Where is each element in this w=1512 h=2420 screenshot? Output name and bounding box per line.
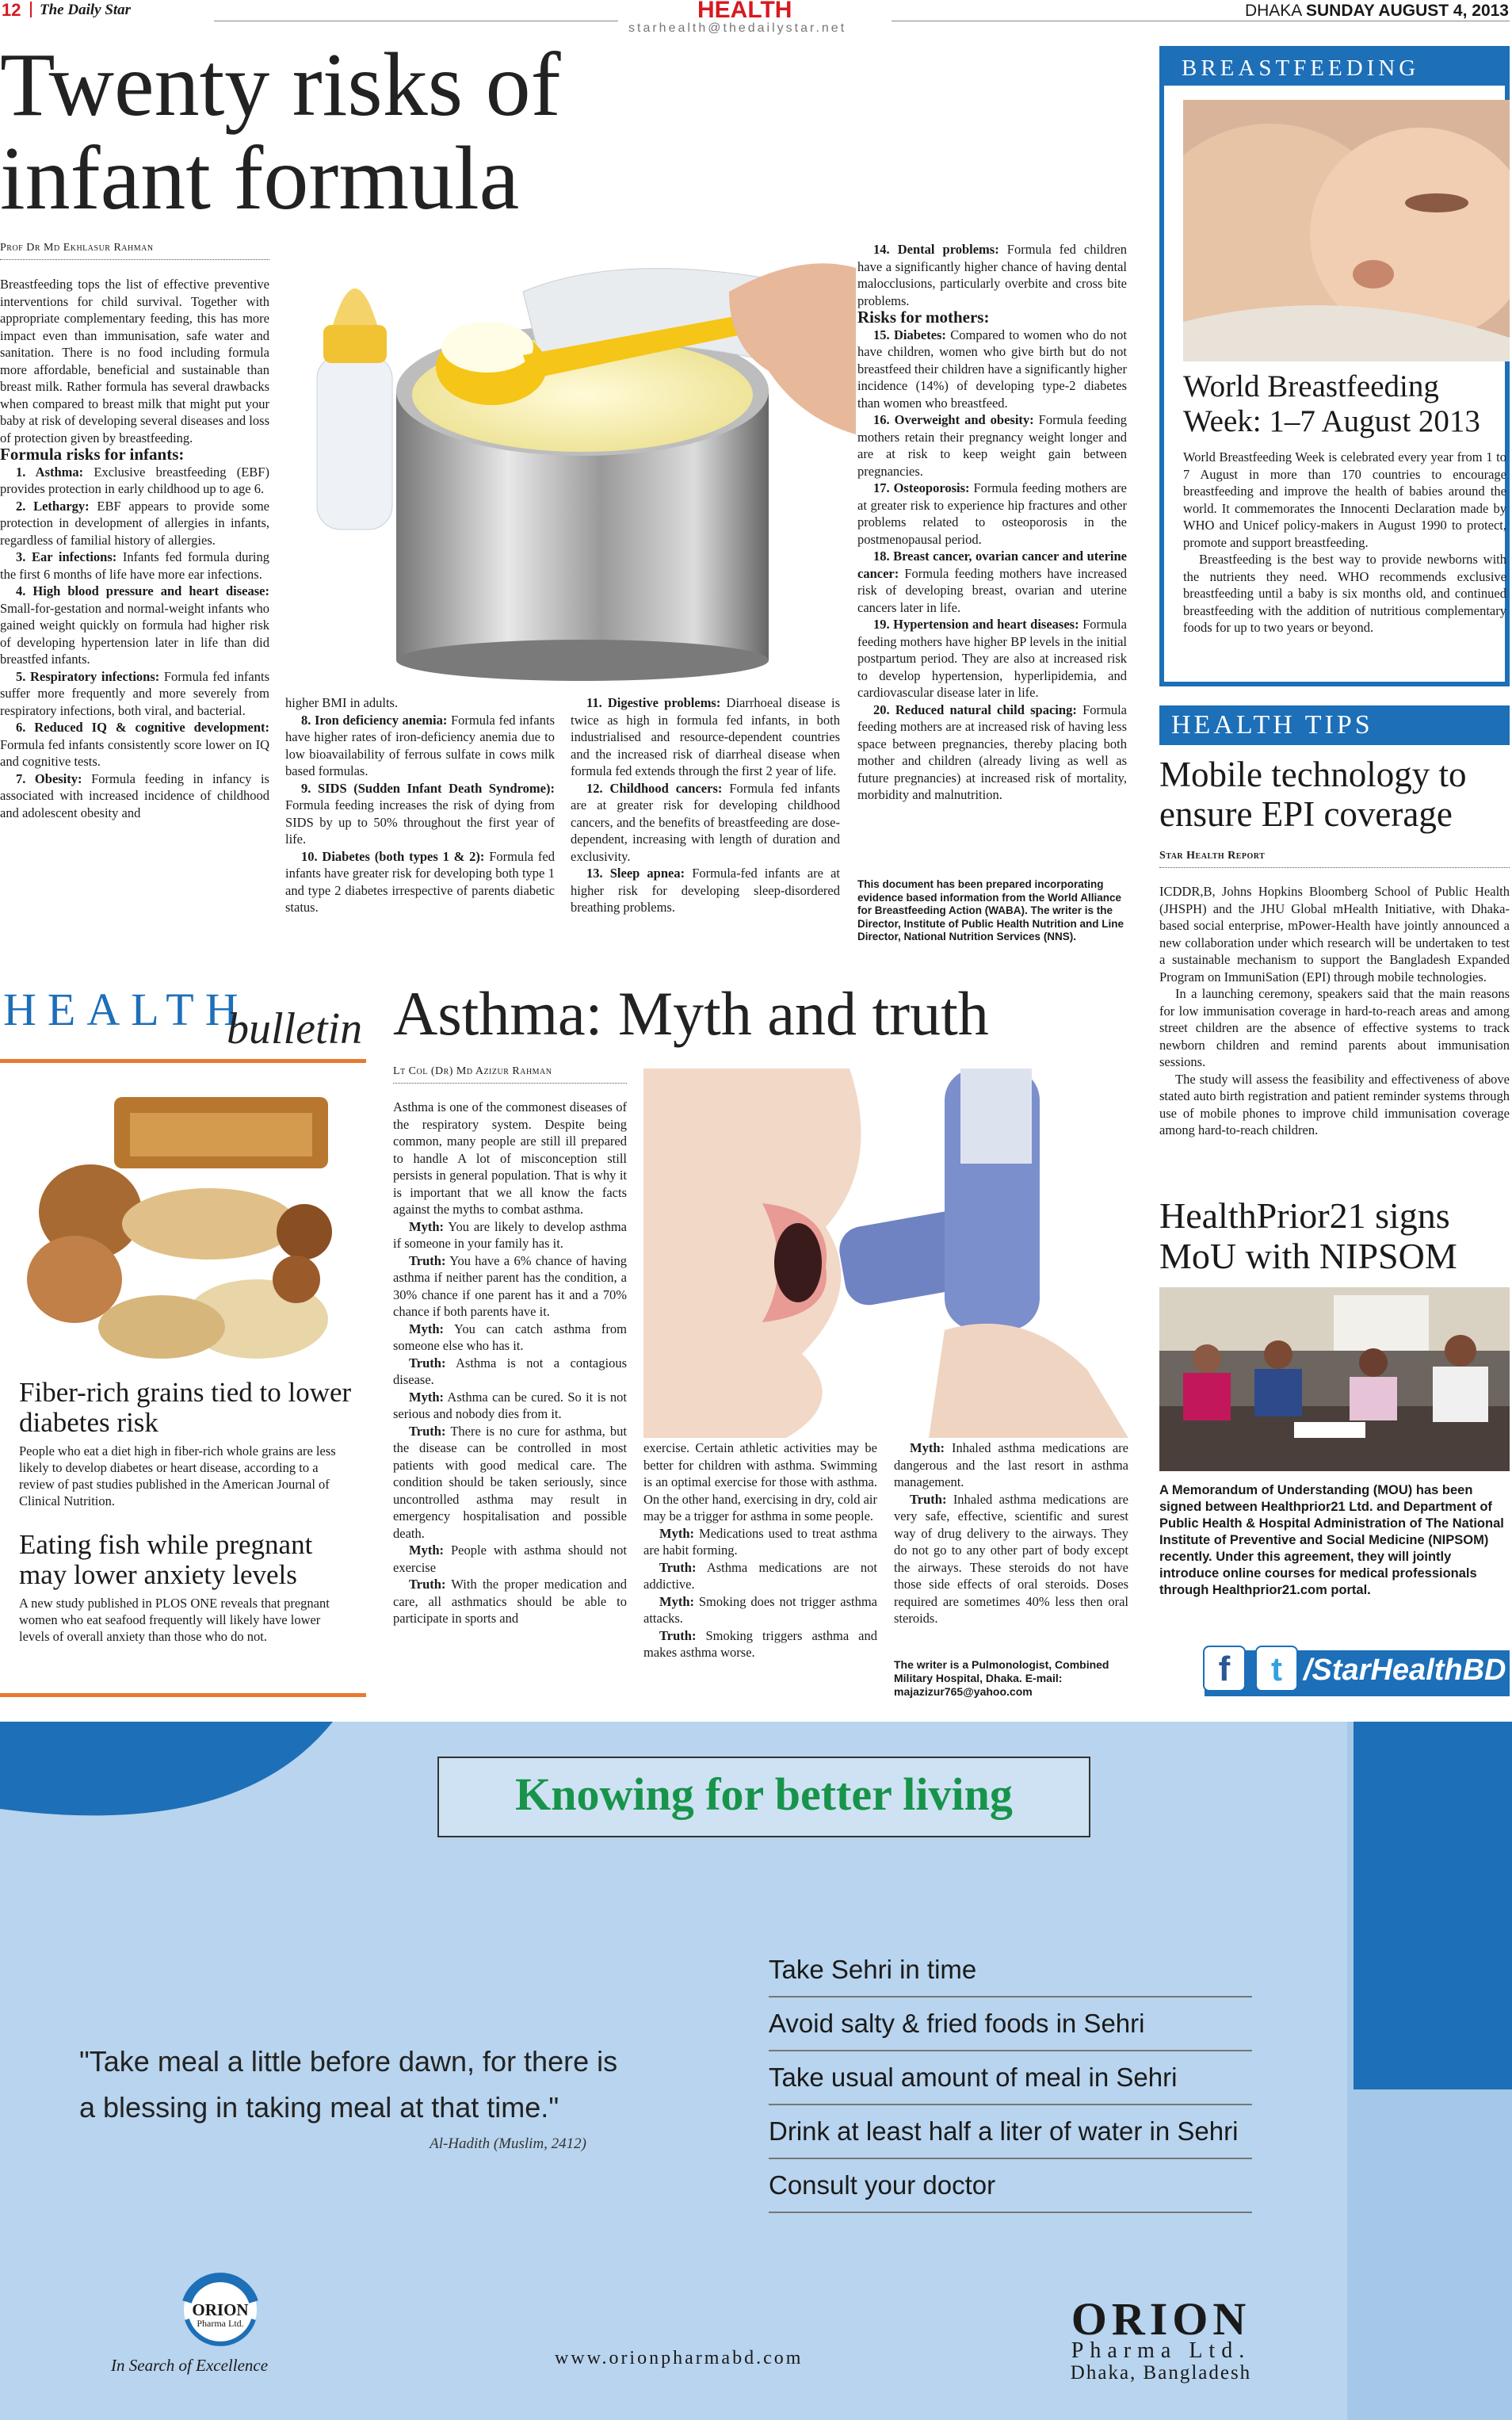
- paragraph: 7. Obesity: Formula feeding in infancy is associated with increased incidence of childhood and adolescent obesity and: [0, 770, 269, 820]
- orion-logo-word: ORION: [192, 2300, 249, 2319]
- orion-logo: [181, 2270, 260, 2349]
- paragraph: 9. SIDS (Sudden Infant Death Syndrome): Formula feeding increases the risk of dying from SIDS by up to 50% throughout the first year of life.: [285, 780, 555, 847]
- bulletin-rule: [0, 1059, 366, 1063]
- paragraph: Myth: Inhaled asthma medications are dangerous and the last resort in asthma management.: [894, 1440, 1128, 1489]
- paragraph: 18. Breast cancer, ovarian cancer and uterine cancer: Formula feeding mothers have increased risk of developing breast, ovarian and uterine cancers later in life.: [857, 549, 1127, 615]
- paragraph: 10. Diabetes (both types 1 & 2): Formula fed infants have greater risk for developing both type 1 and type 2 diabetes irrespective of parents diabetic status.: [285, 848, 556, 915]
- meeting-photo: [1159, 1287, 1510, 1471]
- advert-headline: Knowing for better living: [515, 1768, 1013, 1820]
- lead-in: Truth:: [409, 1423, 446, 1439]
- orion-tagline: In Search of Excellence: [111, 2356, 269, 2375]
- bulletin-item-title: Fiber-rich grains tied to lower diabetes risk: [19, 1377, 352, 1438]
- breastfeeding-photo: [1183, 100, 1510, 361]
- inhaler-image: [643, 1069, 1128, 1438]
- paragraph: Myth: Asthma can be cured. So it is not serious and nobody dies from it.: [393, 1389, 627, 1421]
- lead-in: Myth:: [659, 1525, 694, 1541]
- lead-note: This document has been prepared incorporating evidence based information from the World Alliance for Breastfeeding Action (WABA). The writer is the Director, Institute of Public Health Nutrition and Line Director, National Nutrition Services (NNS).: [857, 878, 1124, 942]
- paragraph: exercise. Certain athletic activities may be better for children with asthma. Swimming is an optimal exercise for those with asthma. On the other hand, exercising in dry, cold air may be a trigger for asthma in some people.: [643, 1440, 877, 1523]
- lead-in: 4. High blood pressure and heart disease:: [16, 583, 269, 598]
- baby-photo: [1183, 100, 1510, 361]
- paragraph: Myth: People with asthma should not exercise: [393, 1543, 627, 1575]
- asthma-title: Asthma: Myth and truth: [393, 979, 989, 1048]
- lead-in: Myth:: [910, 1440, 945, 1455]
- paragraph: Breastfeeding tops the list of effective preventive interventions for child survival. Together with appropriate complementary feeding, this has more impact even than immunisation, safe water and sanitation. There is no food including formula more affordable, beneficial and sustainable than breast milk. Rather formula has several drawbacks when compared to breast milk that might put your baby at risk of developing several diseases and loss of protection given by breastfeeding.: [0, 277, 269, 445]
- paragraph: Asthma is one of the commonest diseases of the respiratory system. Despite being common, many people are still ill prepared to handle A lot of misconception still persists in general population. That is why it is important that we all know the facts against the myths to combat asthma.: [393, 1099, 627, 1217]
- paragraph: Truth: There is no cure for asthma, but the disease can be controlled in most patients with good medical care. The condition should be taken seriously, since uncontrolled asthma may result in emergency hospitalisation and possible death.: [393, 1423, 627, 1541]
- mou-photo: [1159, 1287, 1510, 1471]
- formula-image: [285, 236, 856, 682]
- paragraph: World Breastfeeding Week is celebrated every year from 1 to 7 August in more than 170 countries to encourage breastfeeding and improve the health of babies around the world. It commemorates the Innocenti Declaration made by WHO and Unicef policy-makers in August 1990 to protect, promote and support breastfeeding.: [1183, 449, 1506, 550]
- paragraph: Myth: You can catch asthma from someone else who has it.: [393, 1321, 627, 1353]
- advert-quote: "Take meal a little before dawn, for there is a blessing in taking meal at that time.": [79, 2045, 618, 2124]
- tips-body: [1159, 883, 1510, 1139]
- paragraph: higher BMI in adults.: [285, 695, 399, 710]
- paper-name: The Daily Star: [40, 2, 132, 18]
- advert-tips-list: [769, 1944, 1252, 2213]
- asthma-col-2: [643, 1439, 877, 1661]
- paragraph: Truth: Inhaled asthma medications are very safe, effective, scientific and surest way of drug delivery to the airways. They do not go to any other part of body except the airways. These steroids do not have those side effects of oral steroids. Doses required are sometimes 40% less then oral steroids.: [894, 1491, 1128, 1626]
- lead-in: 6. Reduced IQ & cognitive development:: [16, 720, 269, 735]
- lead-col-3: [571, 694, 840, 916]
- lead-in: 8. Iron deficiency anemia:: [301, 712, 448, 728]
- lead-in: Truth:: [409, 1577, 446, 1592]
- tips-kicker: HEALTH TIPS: [1171, 710, 1373, 740]
- paragraph: The study will assess the feasibility and effectiveness of above stated auto birth registration and patient reminder systems through use of mobile phones to improve child immunisation coverage among hard-to-reach children.: [1159, 1071, 1510, 1137]
- dateline: [1245, 2, 1509, 21]
- lead-in: Truth:: [409, 1355, 446, 1371]
- bulletin-word-health: HEALTH: [3, 984, 250, 1035]
- inhaler-illustration: [643, 1069, 1128, 1438]
- asthma-note: The writer is a Pulmonologist, Combined Military Hospital, Dhaka. E-mail: majazizur765@yahoo.com: [894, 1658, 1109, 1698]
- advert-tip: Take usual amount of meal in Sehri: [769, 2051, 1252, 2105]
- page-number: 12: [2, 0, 21, 20]
- lead-in: 10. Diabetes (both types 1 & 2):: [301, 848, 485, 864]
- advert-quote-source: Al-Hadith (Muslim, 2412): [430, 2135, 586, 2152]
- lead-col-4: [857, 241, 1127, 804]
- paragraph: Myth: You are likely to develop asthma if someone in your family has it.: [393, 1218, 627, 1251]
- lead-title: Twenty risks of infant formula: [0, 34, 561, 228]
- breastfeeding-box: [1159, 46, 1510, 686]
- bulletin-item-text: People who eat a diet high in fiber-rich whole grains are less likely to develop diabetes or heart disease, according to a review of past studies published in the American Journal of Clinical Nutrition.: [19, 1443, 336, 1508]
- paragraph: 12. Childhood cancers: Formula fed infants are at greater risk for developing childhood cancers, and the benefits of breastfeeding are dose-dependent, increasing with length of duration and exclusivity.: [571, 780, 840, 864]
- paragraph: 8. Iron deficiency anemia: Formula fed infants have higher rates of iron-deficiency anemia due to low bioavailability of ferrous sulfate in cows milk based formulas.: [285, 712, 555, 778]
- paragraph: 14. Dental problems: Formula fed children have a significantly higher chance of having dental malocclusions, particularly overbite and cross bite problems.: [857, 242, 1127, 308]
- formula-illustration: [285, 236, 856, 682]
- lead-in: 12. Childhood cancers:: [586, 780, 723, 796]
- paragraph: Breastfeeding is the best way to provide newborns with the nutrients they need. WHO recommends exclusive breastfeeding until a baby is six months old, and continued breastfeeding with the addition of nutritious complementary foods for up to two years or beyond.: [1183, 552, 1506, 635]
- advert-tip: Avoid salty & fried foods in Sehri: [769, 1998, 1252, 2051]
- section-name: HEALTH: [697, 0, 792, 23]
- bulletin-word-bulletin: bulletin: [227, 1004, 363, 1053]
- orion-brand-sub: Pharma Ltd.: [1071, 2338, 1251, 2363]
- lead-in: 14. Dental problems:: [873, 242, 999, 257]
- bulletin-photo: [19, 1081, 347, 1365]
- paragraph: 2. Lethargy: EBF appears to provide some protection in development of allergies in infants, regardless of familial history of allergies.: [0, 498, 269, 548]
- lead-in: 20. Reduced natural child spacing:: [873, 702, 1077, 717]
- paragraph: Truth: Asthma is not a contagious disease.: [393, 1355, 627, 1387]
- bulletin-item-title: Eating fish while pregnant may lower anxiety levels: [19, 1529, 313, 1590]
- paragraph: 11. Digestive problems: Diarrhoeal disease is twice as high in formula fed infants, in both industrialised and resource-dependent countries and the increased risk of diarrheal disease when formula fed extends through the first 2 year of life.: [571, 695, 840, 778]
- advert-tip: Consult your doctor: [769, 2159, 1252, 2213]
- twitter-icon[interactable]: t: [1255, 1646, 1298, 1692]
- paragraph: 20. Reduced natural child spacing: Formula feeding mothers are at increased risk of having less space between pregnancies, thereby placing both mother and children (already living as well as future pregnancies) at increased risk of mortality, morbidity and malnutrition.: [857, 702, 1127, 802]
- section-email[interactable]: starhealth@thedailystar.net: [628, 21, 847, 35]
- orion-advert: [0, 1722, 1512, 2420]
- paragraph: 17. Osteoporosis: Formula feeding mothers are at greater risk to experience hip fractures and other problems related to osteoporosis in the postmenopausal period.: [857, 480, 1127, 547]
- bulletin-item: [19, 1378, 352, 1509]
- paragraph: Truth: With the proper medication and care, all asthmatics should be able to participate in sports and: [393, 1577, 627, 1626]
- mou-title: HealthPrior21 signs MoU with NIPSOM: [1159, 1195, 1457, 1276]
- lead-in: Myth:: [409, 1543, 444, 1558]
- orion-logo-sub: Pharma Ltd.: [197, 2318, 244, 2329]
- mou-caption: A Memorandum of Understanding (MOU) has been signed between Healthprior21 Ltd. and Department of Public Health & Hospital Administration of The National Institute of Preventive and Social Medicine (NIPSOM) recently. Under this agreement, they will jointly introduce online courses for medical professionals through Healthprior21.com portal.: [1159, 1483, 1504, 1597]
- lead-col-1: [0, 276, 269, 821]
- lead-in: Truth:: [409, 1252, 446, 1268]
- paragraph: Myth: Medications used to treat asthma are habit forming.: [643, 1525, 877, 1558]
- bulletin-item-text: A new study published in PLOS ONE reveals that pregnant women who eat seafood frequently will likely have lower levels of overall anxiety than those who do not.: [19, 1596, 330, 1644]
- paragraph: Truth: You have a 6% chance of having asthma if neither parent has the condition, a 30% chance if one parent has it and a 70% chance if both parents have it.: [393, 1252, 627, 1319]
- lead-in: 16. Overweight and obesity:: [873, 412, 1034, 427]
- lead-in: Myth:: [409, 1321, 444, 1336]
- separator: [30, 2, 32, 17]
- paragraph: 15. Diabetes: Compared to women who do not have children, women who give birth but do not breastfeed their children have a significantly higher incidence (14%) of developing type-2 diabetes than women who breastfeed.: [857, 327, 1128, 411]
- paragraph: 5. Respiratory infections: Formula fed infants suffer more frequently and more severely from respiratory infections, both viral, and bacterial.: [0, 668, 269, 718]
- paragraph: 3. Ear infections: Infants fed formula during the first 6 months of life have more ear infections.: [0, 549, 270, 582]
- lead-in: 15. Diabetes:: [873, 327, 946, 342]
- lead-in: 17. Osteoporosis:: [873, 480, 970, 495]
- asthma-byline: Lt Col (Dr) Md Azizur Rahman: [393, 1065, 627, 1084]
- paragraph: 1. Asthma: Exclusive breastfeeding (EBF) provides protection in early childhood up to age 6.: [0, 464, 269, 496]
- tips-title: Mobile technology to ensure EPI coverage: [1159, 755, 1467, 834]
- lead-in: Myth:: [659, 1593, 694, 1609]
- subheading: Risks for mothers:: [857, 308, 990, 327]
- lead-in: Myth:: [409, 1389, 444, 1405]
- paragraph: 16. Overweight and obesity: Formula feeding mothers retain their pregnancy weight longer and are at risk to keep weight gain between pregnancies.: [857, 412, 1128, 479]
- facebook-icon[interactable]: f: [1203, 1646, 1246, 1692]
- orion-website[interactable]: www.orionpharmabd.com: [555, 2348, 804, 2368]
- tips-byline: Star Health Report: [1159, 850, 1510, 868]
- breastfeeding-kicker: BREASTFEEDING: [1182, 55, 1420, 81]
- lead-byline: Prof Dr Md Ekhlasur Rahman: [0, 242, 269, 260]
- masthead: [0, 0, 1512, 35]
- lead-in: Truth:: [659, 1627, 697, 1643]
- lead-in: 13. Sleep apnea:: [586, 866, 685, 881]
- lead-in: Myth:: [409, 1218, 444, 1234]
- paragraph: 6. Reduced IQ & cognitive development: Formula fed infants consistently score lower on IQ and cognitive tests.: [0, 720, 269, 769]
- lead-in: 7. Obesity:: [16, 770, 82, 786]
- bulletin-bottom-rule: [0, 1693, 366, 1697]
- advert-tip: Drink at least half a liter of water in Sehri: [769, 2105, 1252, 2159]
- lead-in: 19. Hypertension and heart diseases:: [873, 617, 1079, 632]
- lead-in: 11. Digestive problems:: [586, 695, 721, 710]
- lead-in: 9. SIDS (Sudden Infant Death Syndrome):: [301, 780, 555, 796]
- asthma-col-1: [393, 1099, 627, 1627]
- paragraph: 13. Sleep apnea: Formula-fed infants are at higher risk for developing sleep-disordered breathing problems.: [571, 866, 840, 915]
- bulletin-item: [19, 1530, 352, 1645]
- paragraph: Truth: Asthma medications are not addictive.: [643, 1559, 877, 1592]
- asthma-col-3: [894, 1439, 1128, 1627]
- paragraph: 19. Hypertension and heart diseases: Formula feeding mothers have higher BP levels in the initial postpartum period. They are also at increased risk to develop hypertension, hyperlipidemia, and cardiovascular disease later in life.: [857, 617, 1127, 700]
- advert-tip: Take Sehri in time: [769, 1944, 1252, 1998]
- lead-in: Truth:: [910, 1491, 947, 1507]
- paragraph: Myth: Smoking does not trigger asthma attacks.: [643, 1593, 877, 1626]
- grains-photo: [19, 1081, 347, 1365]
- paragraph: 4. High blood pressure and heart disease: Small-for-gestation and normal-weight infants who gained weight quickly on formula had higher risk of developing hypertension later in life than did breastfed infants.: [0, 583, 269, 667]
- breastfeeding-body: [1183, 449, 1506, 637]
- lead-in: 18. Breast cancer, ovarian cancer and uterine cancer:: [857, 549, 1127, 581]
- lead-in: 1. Asthma:: [16, 464, 84, 480]
- paragraph: ICDDR,B, Johns Hopkins Bloomberg School of Public Health (JHSPH) and the JHU Global mHealth Initiative, with Dhaka-based social enterprise, mPower-Health have jointly announced a new collaboration under which research will be undertaken to test a sustainable mechanism to support the Bangladesh Expanded Program on ImmuniSation (EPI) through mobile technologies.: [1159, 884, 1510, 984]
- lead-in: 3. Ear infections:: [16, 549, 117, 564]
- lead-in: Truth:: [659, 1559, 697, 1575]
- breastfeeding-title: World Breastfeeding Week: 1–7 August 2013: [1183, 369, 1480, 438]
- dateline-date: SUNDAY AUGUST 4, 2013: [1306, 2, 1509, 20]
- paragraph: In a launching ceremony, speakers said that the main reasons for low immunisation coverage in hard-to-reach areas and among street children are the absence of effective systems to track newborn children and remind parents about immunisation sessions.: [1159, 986, 1510, 1069]
- lead-in: 2. Lethargy:: [16, 498, 90, 514]
- bulletin-items: [19, 1378, 352, 1645]
- dateline-city: DHAKA: [1244, 2, 1302, 20]
- paragraph: Truth: Smoking triggers asthma and makes asthma worse.: [643, 1627, 877, 1660]
- social-handle[interactable]: /StarHealthBD: [1304, 1653, 1506, 1687]
- orion-brand-city: Dhaka, Bangladesh: [1070, 2362, 1252, 2384]
- lead-col-2: [285, 694, 555, 916]
- orion-brand: ORION: [1071, 2293, 1251, 2345]
- lead-in: 5. Respiratory infections:: [16, 668, 160, 684]
- subheading: Formula risks for infants:: [0, 445, 185, 464]
